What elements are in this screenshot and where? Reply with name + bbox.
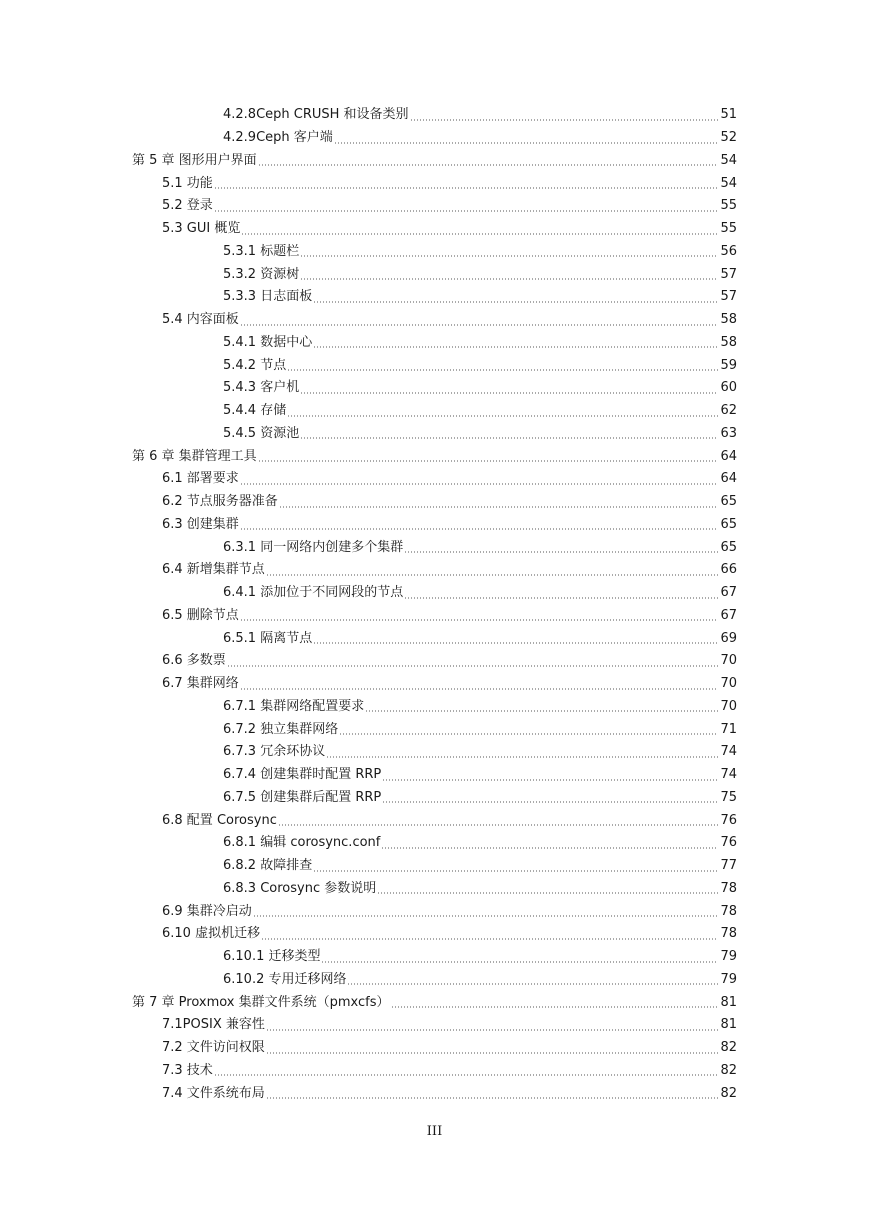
dot-leader	[287, 369, 718, 371]
dot-leader	[266, 1097, 718, 1099]
toc-entry-page-number: 82	[720, 1085, 737, 1101]
toc-entry[interactable]	[0, 514, 869, 537]
toc-entry[interactable]	[0, 445, 869, 468]
toc-entry[interactable]	[0, 286, 869, 309]
toc-entry-page-number: 66	[720, 562, 737, 578]
toc-entry[interactable]	[0, 559, 869, 582]
toc-entry-page-number: 60	[720, 380, 737, 396]
toc-entry[interactable]	[0, 332, 869, 355]
toc-entry-title: 7.2 文件访问权限	[162, 1040, 265, 1056]
dot-leader	[391, 1006, 718, 1008]
toc-entry-page-number: 64	[720, 471, 737, 487]
toc-entry[interactable]	[0, 127, 869, 150]
toc-entry[interactable]	[0, 354, 869, 377]
dot-leader	[240, 688, 718, 690]
toc-entry[interactable]	[0, 946, 869, 969]
dot-leader	[321, 961, 718, 963]
toc-entry[interactable]	[0, 195, 869, 218]
toc-entry-page-number: 75	[720, 789, 737, 805]
dot-leader	[214, 187, 718, 189]
toc-entry-page-number: 51	[720, 107, 737, 123]
toc-entry[interactable]	[0, 423, 869, 446]
toc-entry-page-number: 81	[720, 994, 737, 1010]
toc-entry-title: 6.1 部署要求	[162, 471, 239, 487]
dot-leader	[214, 1074, 718, 1076]
toc-entry[interactable]	[0, 263, 869, 286]
dot-leader	[313, 870, 718, 872]
dot-leader	[313, 346, 718, 348]
dot-leader	[300, 278, 718, 280]
dot-leader	[410, 119, 718, 121]
toc-entry[interactable]	[0, 696, 869, 719]
toc-entry-title: 6.10.1 迁移类型	[223, 949, 321, 965]
dot-leader	[365, 710, 718, 712]
toc-entry[interactable]	[0, 991, 869, 1014]
toc-entry-page-number: 52	[720, 130, 737, 146]
toc-entry-title: 6.7.3 冗余环协议	[223, 744, 326, 760]
dot-leader	[227, 665, 718, 667]
toc-entry[interactable]	[0, 536, 869, 559]
toc-entry-title: 6.7.4 创建集群时配置 RRP	[223, 767, 382, 783]
toc-entry-title: 6.8 配置 Corosync	[162, 812, 277, 828]
dot-leader	[334, 142, 718, 144]
toc-entry-page-number: 77	[720, 858, 737, 874]
toc-entry-title: 6.2 节点服务器准备	[162, 494, 278, 510]
dot-leader	[404, 597, 718, 599]
toc-entry-page-number: 55	[720, 221, 737, 237]
dot-leader	[266, 1052, 718, 1054]
toc-entry-title: 5.3.1 标题栏	[223, 243, 300, 259]
toc-entry[interactable]	[0, 809, 869, 832]
dot-leader	[382, 801, 718, 803]
toc-entry-page-number: 54	[720, 152, 737, 168]
toc-entry[interactable]	[0, 1037, 869, 1060]
toc-entry-title: 7.4 文件系统布局	[162, 1085, 265, 1101]
toc-entry-title: 5.4.5 资源池	[223, 425, 300, 441]
toc-entry[interactable]	[0, 605, 869, 628]
dot-leader	[404, 551, 718, 553]
toc-entry-title: 5.1 功能	[162, 175, 213, 191]
toc-entry-page-number: 70	[720, 653, 737, 669]
dot-leader	[278, 824, 718, 826]
toc-entry-title: 6.3 创建集群	[162, 516, 239, 532]
table-of-contents	[0, 104, 869, 1105]
toc-entry-page-number: 58	[720, 312, 737, 328]
toc-entry-page-number: 54	[720, 175, 737, 191]
dot-leader	[240, 528, 718, 530]
toc-entry-page-number: 65	[720, 494, 737, 510]
dot-leader	[258, 164, 718, 166]
toc-entry-title: 5.4.3 客户机	[223, 380, 300, 396]
toc-entry-page-number: 78	[720, 880, 737, 896]
toc-entry-title: 6.4 新增集群节点	[162, 562, 265, 578]
toc-entry-title: 5.3.2 资源树	[223, 266, 300, 282]
toc-entry[interactable]	[0, 855, 869, 878]
toc-entry[interactable]	[0, 650, 869, 673]
toc-entry[interactable]	[0, 582, 869, 605]
dot-leader	[240, 483, 718, 485]
toc-entry-page-number: 67	[720, 607, 737, 623]
page-number: III	[426, 1124, 443, 1139]
dot-leader	[377, 892, 718, 894]
toc-entry-title: 7.3 技术	[162, 1062, 213, 1078]
toc-entry-title: 5.4.4 存储	[223, 403, 287, 419]
toc-entry[interactable]	[0, 718, 869, 741]
toc-entry[interactable]	[0, 104, 869, 127]
toc-entry-page-number: 58	[720, 334, 737, 350]
toc-entry-page-number: 65	[720, 539, 737, 555]
toc-entry-page-number: 57	[720, 289, 737, 305]
toc-entry[interactable]	[0, 309, 869, 332]
toc-entry-title: 5.3.3 日志面板	[223, 289, 313, 305]
toc-entry[interactable]	[0, 468, 869, 491]
toc-entry[interactable]	[0, 764, 869, 787]
toc-entry-page-number: 74	[720, 767, 737, 783]
toc-entry-title: 6.8.1 编辑 corosync.conf	[223, 835, 381, 851]
toc-entry-title: 4.2.9Ceph 客户端	[223, 130, 333, 146]
toc-entry-title: 6.7 集群网络	[162, 676, 239, 692]
toc-entry-title: 5.3 GUI 概览	[162, 221, 241, 237]
toc-entry-page-number: 74	[720, 744, 737, 760]
toc-entry[interactable]	[0, 172, 869, 195]
toc-entry-title: 4.2.8Ceph CRUSH 和设备类别	[223, 107, 409, 123]
dot-leader	[214, 210, 718, 212]
toc-entry-page-number: 82	[720, 1062, 737, 1078]
toc-entry[interactable]	[0, 1014, 869, 1037]
toc-entry-page-number: 69	[720, 630, 737, 646]
dot-leader	[300, 255, 718, 257]
toc-entry[interactable]	[0, 878, 869, 901]
toc-entry[interactable]	[0, 900, 869, 923]
toc-entry[interactable]	[0, 787, 869, 810]
toc-entry-page-number: 59	[720, 357, 737, 373]
toc-entry-page-number: 78	[720, 903, 737, 919]
toc-entry-title: 6.4.1 添加位于不同网段的节点	[223, 585, 404, 601]
toc-entry-title: 7.1POSIX 兼容性	[162, 1017, 265, 1033]
toc-entry-title: 6.9 集群冷启动	[162, 903, 252, 919]
dot-leader	[339, 733, 718, 735]
toc-entry-page-number: 76	[720, 812, 737, 828]
toc-entry-page-number: 71	[720, 721, 737, 737]
toc-entry-page-number: 70	[720, 698, 737, 714]
dot-leader	[313, 642, 718, 644]
toc-entry-title: 6.6 多数票	[162, 653, 226, 669]
toc-entry[interactable]	[0, 832, 869, 855]
toc-entry[interactable]	[0, 1060, 869, 1083]
toc-entry-title: 6.8.3 Corosync 参数说明	[223, 880, 377, 896]
toc-entry-title: 6.7.2 独立集群网络	[223, 721, 339, 737]
toc-entry[interactable]	[0, 241, 869, 264]
toc-entry-page-number: 62	[720, 403, 737, 419]
dot-leader	[266, 1029, 718, 1031]
toc-entry-page-number: 81	[720, 1017, 737, 1033]
toc-entry-page-number: 79	[720, 949, 737, 965]
toc-entry[interactable]	[0, 1082, 869, 1105]
dot-leader	[258, 460, 718, 462]
dot-leader	[261, 938, 718, 940]
toc-entry-title: 5.4 内容面板	[162, 312, 239, 328]
toc-entry-page-number: 57	[720, 266, 737, 282]
dot-leader	[241, 233, 718, 235]
dot-leader	[313, 301, 718, 303]
toc-entry-title: 6.10 虚拟机迁移	[162, 926, 261, 942]
toc-entry-page-number: 79	[720, 971, 737, 987]
toc-entry[interactable]	[0, 218, 869, 241]
dot-leader	[240, 619, 718, 621]
toc-entry[interactable]	[0, 969, 869, 992]
toc-entry[interactable]	[0, 377, 869, 400]
toc-entry-title: 6.8.2 故障排查	[223, 858, 313, 874]
dot-leader	[287, 415, 718, 417]
toc-entry[interactable]	[0, 150, 869, 173]
toc-entry-title: 第 6 章 集群管理工具	[132, 448, 257, 464]
toc-entry-page-number: 78	[720, 926, 737, 942]
dot-leader	[279, 506, 718, 508]
toc-entry-page-number: 76	[720, 835, 737, 851]
toc-entry-page-number: 70	[720, 676, 737, 692]
toc-entry[interactable]	[0, 491, 869, 514]
toc-entry-page-number: 67	[720, 585, 737, 601]
toc-entry-title: 6.7.1 集群网络配置要求	[223, 698, 365, 714]
dot-leader	[240, 324, 718, 326]
toc-entry-title: 6.7.5 创建集群后配置 RRP	[223, 789, 382, 805]
toc-entry-page-number: 56	[720, 243, 737, 259]
dot-leader	[300, 392, 718, 394]
toc-entry-title: 5.4.1 数据中心	[223, 334, 313, 350]
toc-entry-title: 6.3.1 同一网络内创建多个集群	[223, 539, 404, 555]
dot-leader	[266, 574, 718, 576]
toc-entry-title: 6.5.1 隔离节点	[223, 630, 313, 646]
dot-leader	[326, 756, 718, 758]
dot-leader	[300, 437, 718, 439]
toc-entry-page-number: 82	[720, 1040, 737, 1056]
toc-entry-title: 6.5 删除节点	[162, 607, 239, 623]
dot-leader	[253, 915, 718, 917]
toc-entry[interactable]	[0, 923, 869, 946]
toc-entry-page-number: 63	[720, 425, 737, 441]
dot-leader	[382, 779, 718, 781]
toc-entry[interactable]	[0, 400, 869, 423]
toc-entry-title: 6.10.2 专用迁移网络	[223, 971, 347, 987]
toc-entry[interactable]	[0, 627, 869, 650]
toc-entry[interactable]	[0, 741, 869, 764]
toc-entry-title: 5.4.2 节点	[223, 357, 287, 373]
toc-entry-page-number: 65	[720, 516, 737, 532]
toc-entry-title: 5.2 登录	[162, 198, 213, 214]
toc-entry-title: 第 5 章 图形用户界面	[132, 152, 257, 168]
toc-entry[interactable]	[0, 673, 869, 696]
toc-entry-page-number: 64	[720, 448, 737, 464]
dot-leader	[381, 847, 718, 849]
dot-leader	[347, 983, 718, 985]
toc-entry-title: 第 7 章 Proxmox 集群文件系统（pmxcfs）	[132, 994, 390, 1010]
toc-entry-page-number: 55	[720, 198, 737, 214]
